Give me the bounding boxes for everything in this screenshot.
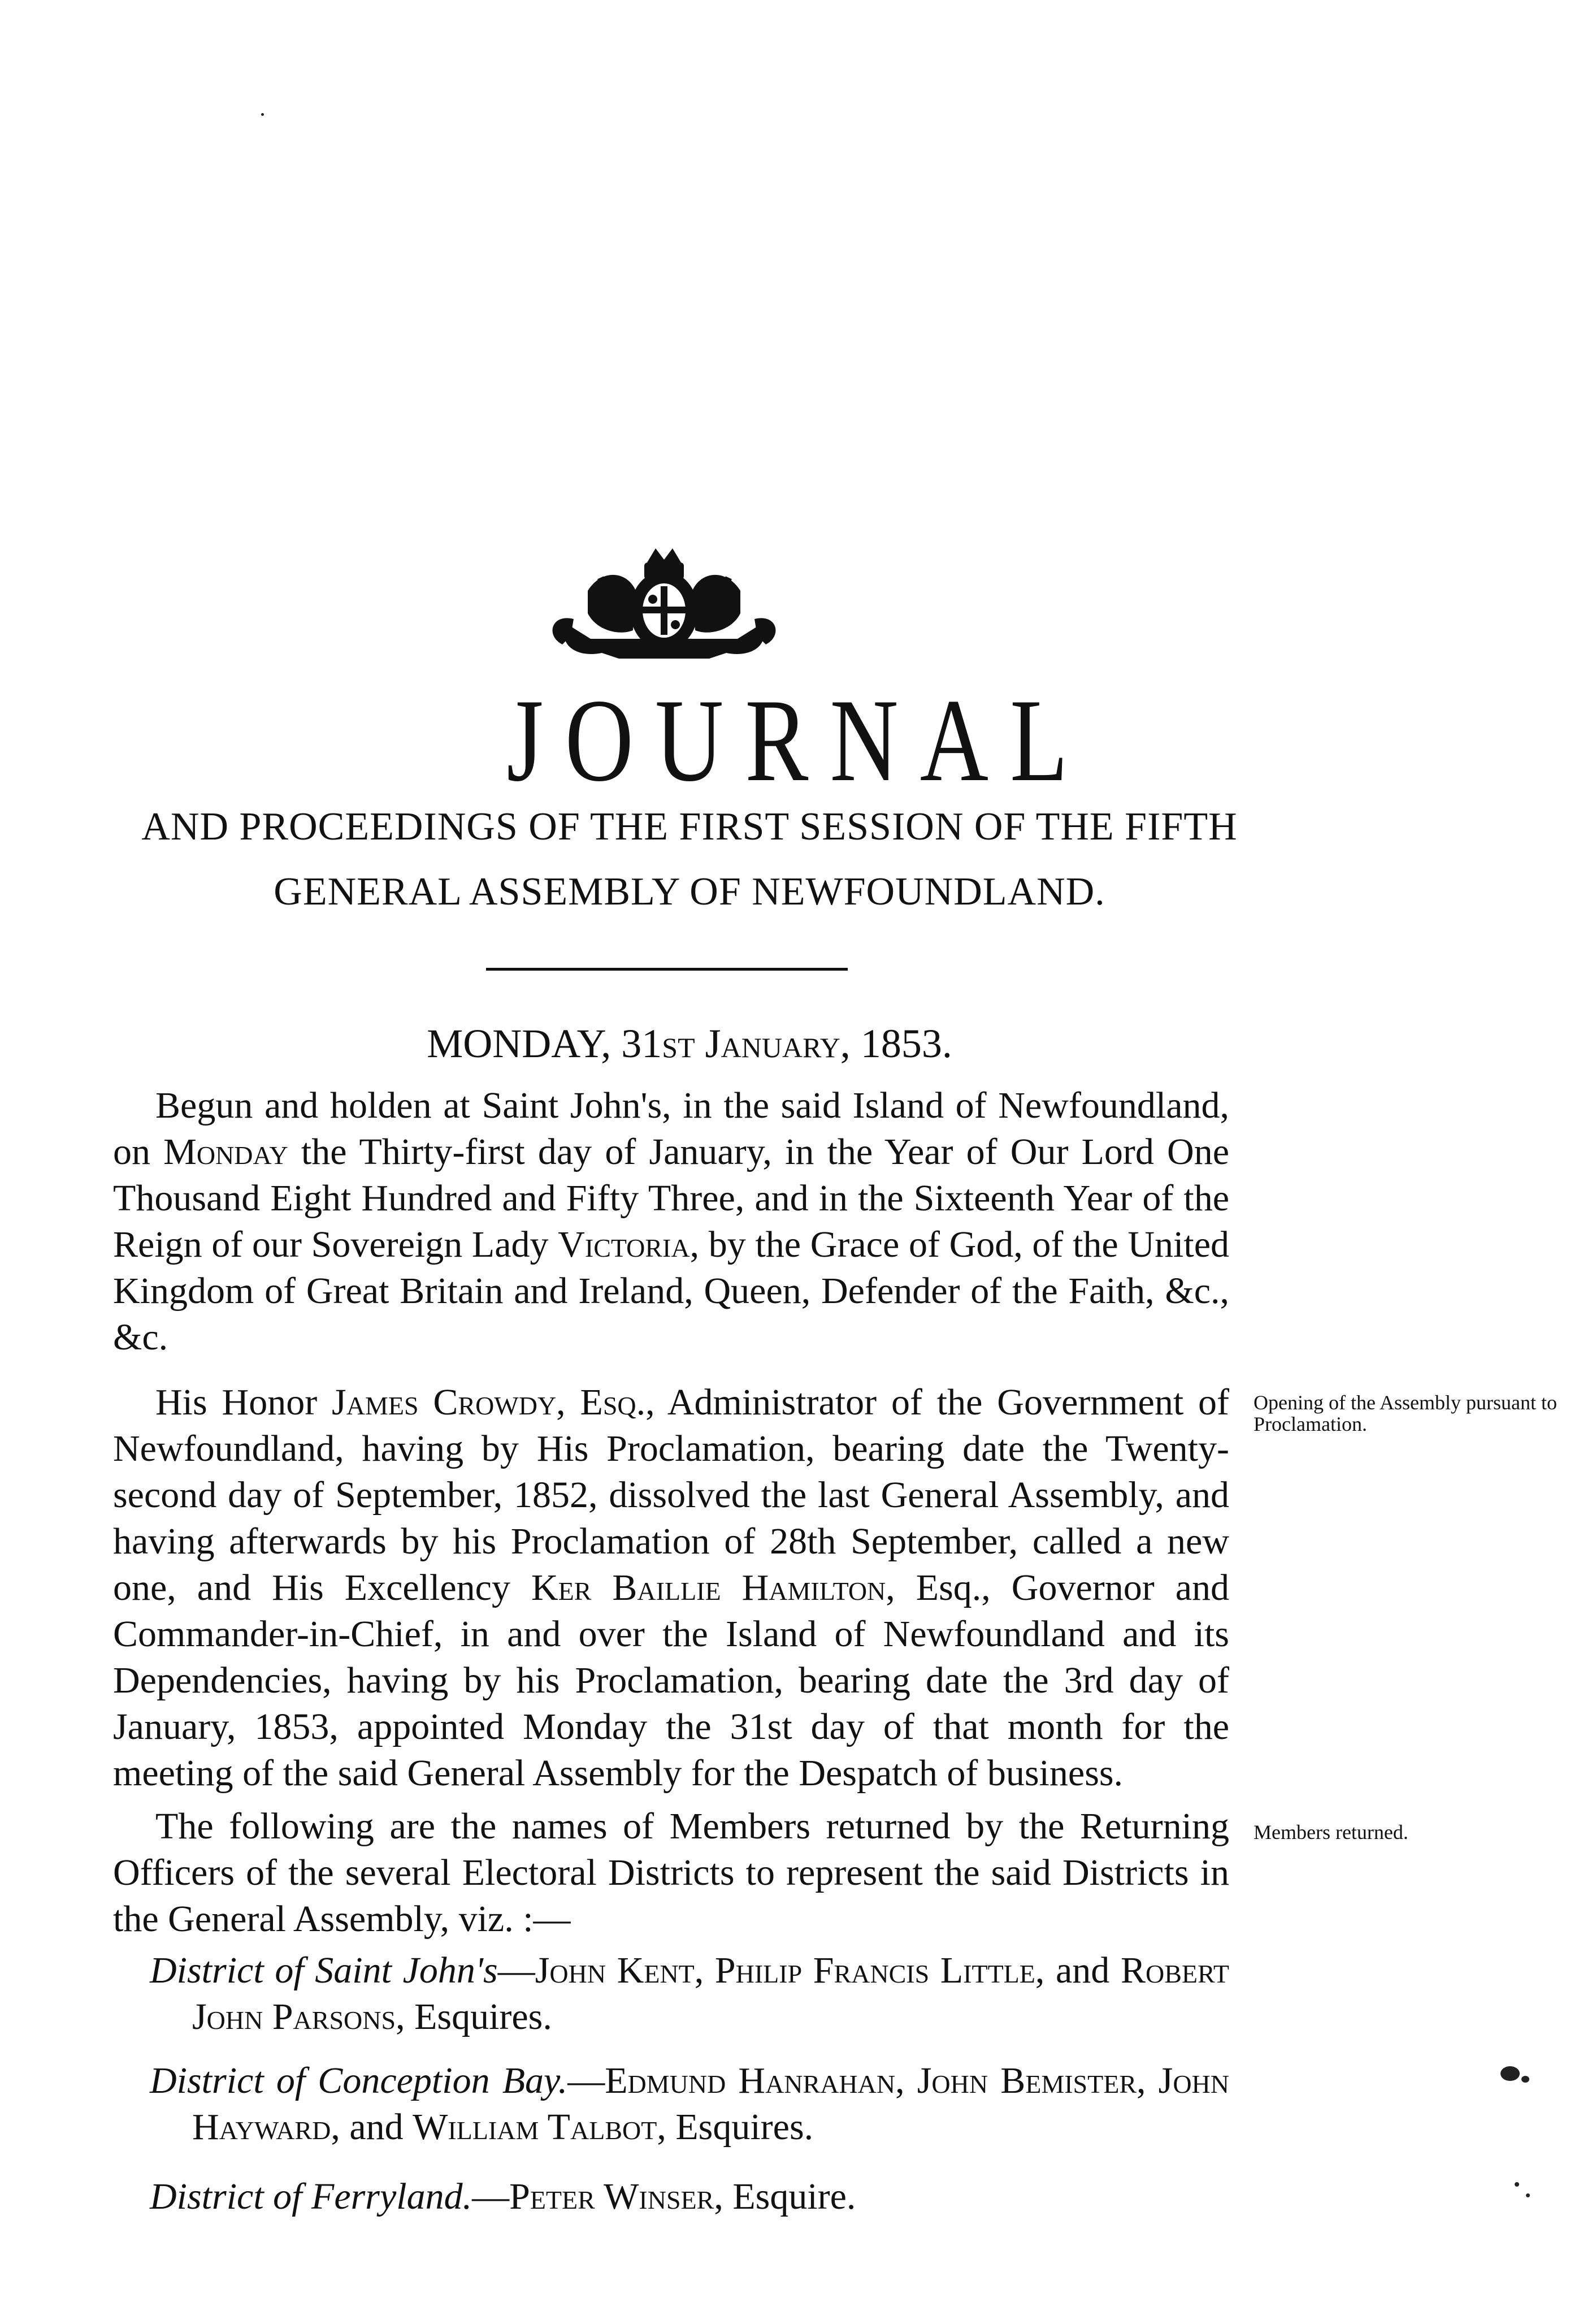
date-day: MONDAY, bbox=[427, 1021, 611, 1066]
ink-speck bbox=[1521, 2076, 1529, 2083]
para1-after: , by the Grace of God, of the United Kingdom of Great Britain and Ireland, Queen, Defender of the Faith, &c., &c. bbox=[113, 1224, 1230, 1358]
ink-speck bbox=[1526, 2193, 1530, 2197]
para2-crowdy: James Crowdy, Esq. bbox=[332, 1382, 646, 1423]
session-date bbox=[0, 1023, 1379, 1064]
district-members: Peter Winser bbox=[509, 2176, 714, 2217]
district-entry: District of Conception Bay.—Edmund Hanrahan, John Bemister, John Hayward, and William Talbot, Esquires. bbox=[150, 2060, 1229, 2148]
district-name: District of Saint John's bbox=[150, 1950, 498, 1991]
district-entry: District of Saint John's—John Kent, Philip Francis Little, and Robert John Parsons, Esquires. bbox=[150, 1950, 1229, 2037]
date-year: 1853. bbox=[860, 1021, 952, 1066]
title-rule bbox=[486, 968, 848, 971]
subtitle-line-1: AND PROCEEDINGS OF THE FIRST SESSION OF THE FIFTH bbox=[141, 805, 1238, 849]
royal-coat-of-arms-icon bbox=[534, 546, 794, 667]
para2-middle: , Administrator of the Government of Newfoundland, having by His Proclamation, bearing date the Twenty-second day of September, 1852, dissolved the last General Assembly, and having afterwards by his Proclamation of 28th September, called a new one, and His Excellency bbox=[113, 1382, 1230, 1608]
district-and: and bbox=[349, 2106, 404, 2148]
date-month: January, bbox=[705, 1021, 851, 1066]
journal-title: JOURNAL bbox=[506, 674, 1090, 807]
district-and: and bbox=[1056, 1950, 1110, 1991]
ink-speck bbox=[261, 113, 264, 116]
subtitle-line-2: GENERAL ASSEMBLY OF NEWFOUNDLAND. bbox=[274, 870, 1105, 914]
paragraph-members bbox=[113, 1803, 1229, 1942]
para2-after: , Esq., Governor and Commander-in-Chief, in and over the Island of Newfoundland and its Dependencies, having by his Proclamation, bearing date the 3rd day of January, 1853, appointed Monday the 31st day of that month for the meeting of the said General Assembly for the Despatch of business. bbox=[113, 1567, 1229, 1794]
journal-subtitle bbox=[102, 794, 1277, 924]
para3-text: The following are the names of Members returned by the Returning Officers of the several Electoral Districts to represent the said Districts in the General Assembly, viz. :— bbox=[113, 1806, 1229, 1940]
district-suffix: , Esquire. bbox=[714, 2176, 856, 2217]
district-name: District of Conception Bay. bbox=[150, 2060, 568, 2101]
date-ordinal: 31st bbox=[621, 1021, 695, 1066]
para1-before: Begun and holden at Saint John's, in the said Island of Newfoundland, on bbox=[113, 1085, 1229, 1172]
margin-note-members: Members returned. bbox=[1254, 1821, 1408, 1843]
para2-hamilton: Ker Baillie Hamilton bbox=[531, 1567, 886, 1608]
ink-speck bbox=[1500, 2066, 1520, 2081]
para2-before: His Honor bbox=[155, 1382, 318, 1423]
para1-victoria: Victoria bbox=[558, 1224, 690, 1265]
district-suffix: , Esquires. bbox=[657, 2106, 814, 2148]
district-suffix: , Esquires. bbox=[396, 1996, 552, 2037]
district-members: Edmund Hanrahan, John Bemister, John Hayward, bbox=[192, 2060, 1229, 2148]
paragraph-proclamation bbox=[113, 1379, 1229, 1797]
district-members-2: Robert John Parsons bbox=[192, 1950, 1229, 2037]
para1-monday: Monday bbox=[163, 1131, 288, 1172]
paragraph-opening bbox=[113, 1083, 1229, 1361]
district-entry: District of Ferryland.—Peter Winser, Esquire. bbox=[150, 2176, 856, 2217]
para1-middle: the Thirty-first day of January, in the Year of Our Lord One Thousand Eight Hundred and Fifty Three, and in the Sixteenth Year of the Reign of our Sovereign Lady bbox=[113, 1131, 1230, 1265]
district-name: District of Ferryland. bbox=[150, 2176, 472, 2217]
ink-speck bbox=[1515, 2182, 1519, 2187]
margin-note-opening: Opening of the Assembly pursuant to Proclamation. bbox=[1254, 1391, 1557, 1435]
district-members-2: William Talbot bbox=[413, 2106, 657, 2148]
district-members: John Kent, Philip Francis Little, bbox=[535, 1950, 1045, 1991]
